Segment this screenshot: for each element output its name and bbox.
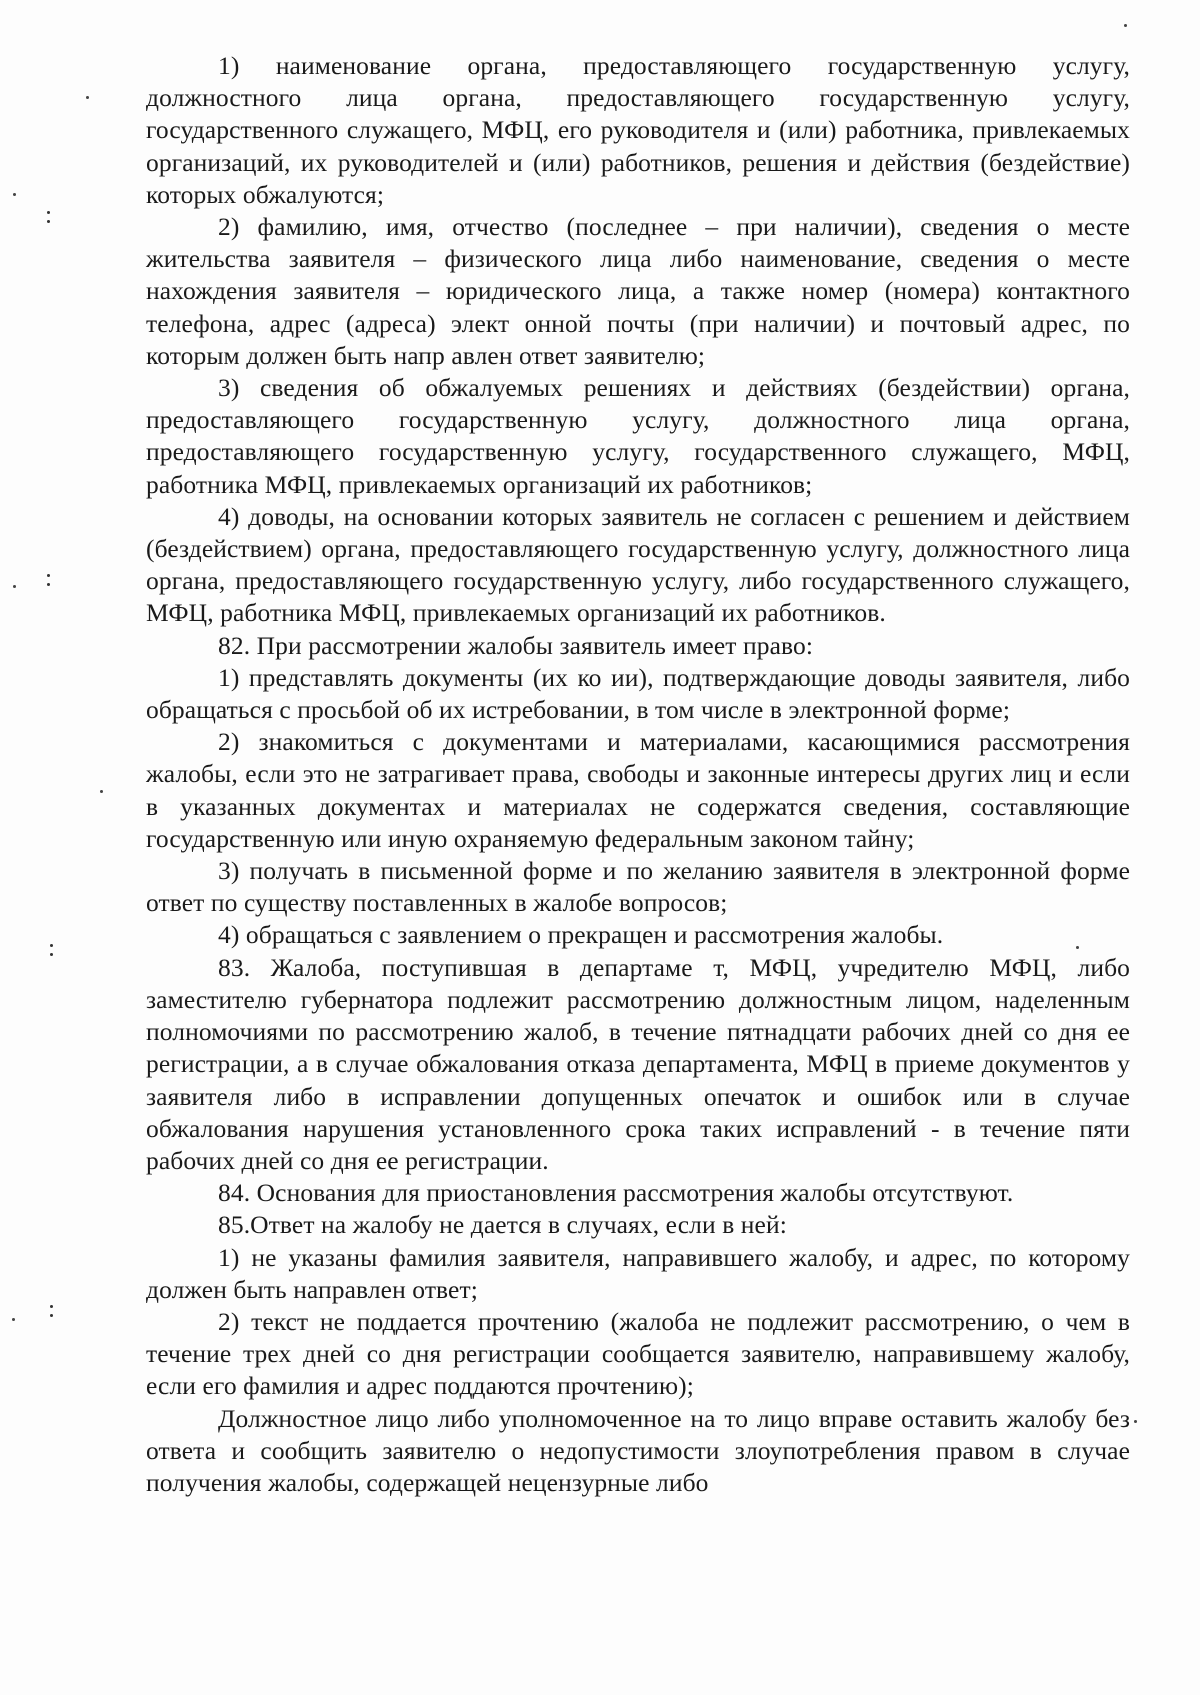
paragraph-section-84: 84. Основания для приостановления рассмотрения жалобы отсутствуют. bbox=[218, 1178, 1014, 1208]
paragraph-list-item-1: 1) наименование органа, предоставляющего государственную услугу, должностного лица органа, предоставляющего государственную услугу, государственного служащего, МФЦ, его руководителя и (или) работника, привлекаемых организаций, их руководителей и (или) работников, решения и действия (бездействие) которых обжалуются; bbox=[146, 51, 1130, 209]
paragraph-section-85: 85.Ответ на жалобу не дается в случаях, если в ней: bbox=[218, 1210, 787, 1240]
paragraph-82-item-4: 4) обращаться с заявлением о прекращен и рассмотрения жалобы. bbox=[218, 920, 944, 950]
paragraph-list-item-2: 2) фамилию, имя, отчество (последнее – при наличии), сведения о месте жительства заявителя – физического лица либо наименование, сведения о месте нахождения заявителя – юридического лица, а также номер (номера) контактного телефона, адрес (адреса) элект онной почты (при наличии) и почтовый адрес, по которым должен быть напр авлен ответ заявителю; bbox=[146, 212, 1130, 370]
scan-speck bbox=[13, 193, 16, 196]
paragraph-section-83: 83. Жалоба, поступившая в департаме т, МФЦ, учредителю МФЦ, либо заместителю губернатора подлежит рассмотрению должностным лицом, наделенным полномочиями по рассмотрению жалоб, в течение пятнадцати рабочих дней со дня ее регистрации, а в случае обжалования отказа департамента, МФЦ в приеме документов у заявителя либо в исправлении допущенных опечаток и ошибок или в случае обжалования нарушения установленного срока таких исправлений - в течение пяти рабочих дней со дня ее регистрации. bbox=[146, 952, 1130, 1175]
scan-speck bbox=[47, 211, 50, 223]
paragraph-85-item-2: 2) текст не поддается прочтению (жалоба не подлежит рассмотрению, о чем в течение трех дней со дня регистрации сообщается заявителю, направившему жалобу, если его фамилия и адрес поддаются прочтению); bbox=[146, 1306, 1130, 1401]
document-body bbox=[146, 50, 1130, 1499]
scan-speck bbox=[1134, 1420, 1137, 1423]
paragraph-85-item-1: 1) не указаны фамилия заявителя, направившего жалобу, и адрес, по которому должен быть направлен ответ; bbox=[146, 1242, 1130, 1304]
scan-speck bbox=[12, 1318, 15, 1321]
scan-speck bbox=[86, 96, 89, 99]
scan-speck bbox=[13, 585, 16, 588]
paragraph-list-item-3: 3) сведения об обжалуемых решениях и действиях (бездействии) органа, предоставляющего государственную услугу, должностного лица органа, предоставляющего государственную услугу, государственного служащего, МФЦ, работника МФЦ, привлекаемых организаций их работников; bbox=[146, 373, 1130, 499]
scan-speck bbox=[50, 944, 53, 956]
scan-speck bbox=[1124, 24, 1127, 27]
paragraph-82-item-2: 2) знакомиться с документами и материалами, касающимися рассмотрения жалобы, если это не затрагивает права, свободы и законные интересы других лиц и если в указанных документах и материалах не содержатся сведения, составляющие государственную или иную охраняемую федеральным законом тайну; bbox=[146, 727, 1130, 853]
scan-speck bbox=[100, 790, 103, 793]
paragraph-82-item-1: 1) представлять документы (их ко ии), подтверждающие доводы заявителя, либо обращаться с просьбой об их истребовании, в том числе в электронной форме; bbox=[146, 662, 1130, 725]
scan-speck bbox=[47, 574, 50, 586]
paragraph-official-may-leave: Должностное лицо либо уполномоченное на то лицо вправе оставить жалобу без ответа и сообщить заявителю о недопустимости злоупотребления правом в случае получения жалобы, содержащей нецензурные либо bbox=[146, 1403, 1130, 1497]
scan-speck bbox=[50, 1305, 53, 1317]
paragraph-82-item-3: 3) получать в письменной форме и по желанию заявителя в электронной форме ответ по существу поставленных в жалобе вопросов; bbox=[146, 856, 1130, 918]
paragraph-list-item-4: 4) доводы, на основании которых заявитель не согласен с решением и действием (бездействием) органа, предоставляющего государственную услугу, должностного лица органа, предоставляющего государственную услугу, либо государственного служащего, МФЦ, работника МФЦ, привлекаемых организаций их работников. bbox=[146, 501, 1130, 628]
paragraph-section-82: 82. При рассмотрении жалобы заявитель имеет право: bbox=[218, 630, 813, 660]
